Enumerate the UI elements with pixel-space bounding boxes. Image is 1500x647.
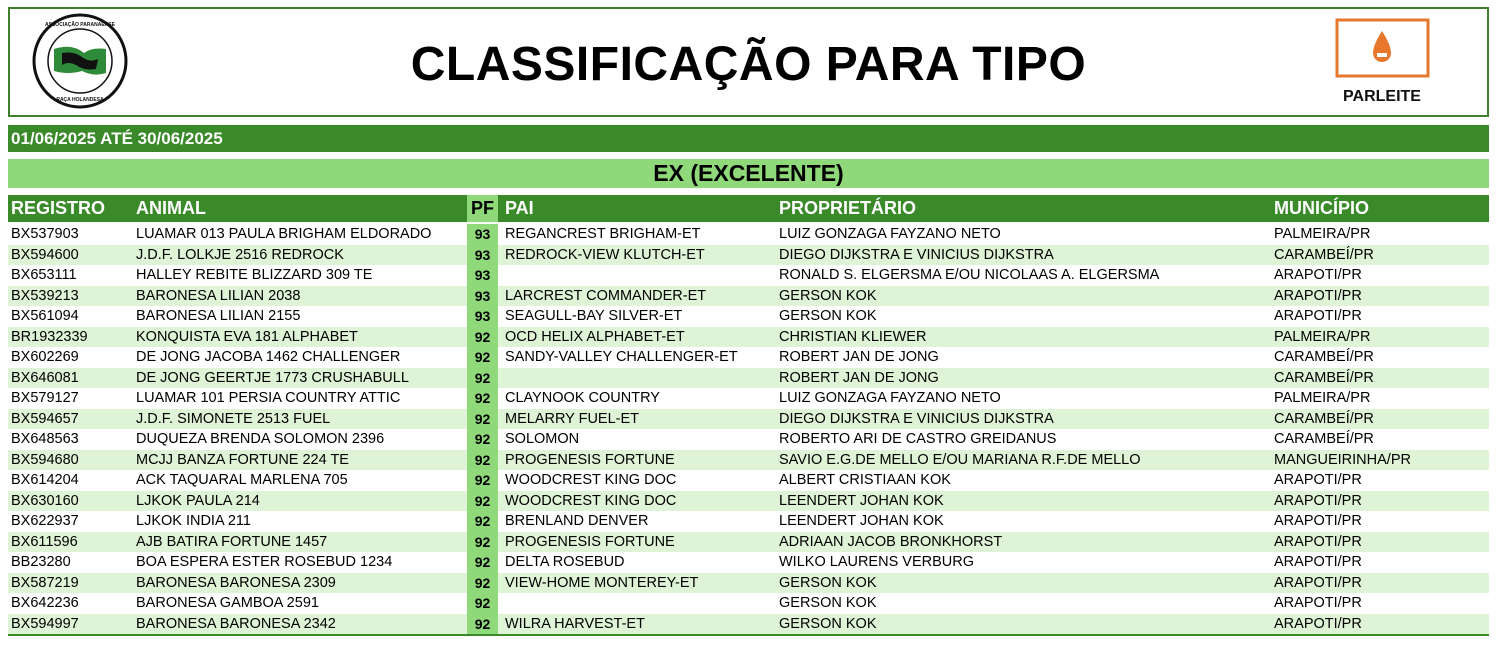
cell-pf: 92	[467, 327, 498, 348]
cell-animal: BARONESA LILIAN 2038	[136, 287, 301, 304]
cell-animal: J.D.F. SIMONETE 2513 FUEL	[136, 410, 331, 427]
cell-municipio: ARAPOTI/PR	[1274, 574, 1362, 591]
cell-registro: BX622937	[11, 513, 79, 529]
cell-animal: BARONESA BARONESA 2309	[136, 574, 336, 591]
report-header	[8, 7, 1489, 117]
cell-pai: PROGENESIS FORTUNE	[505, 533, 675, 550]
cell-proprietario: GERSON KOK	[779, 287, 877, 304]
cell-animal: HALLEY REBITE BLIZZARD 309 TE	[136, 267, 373, 283]
cell-municipio: ARAPOTI/PR	[1274, 472, 1362, 488]
cell-proprietario: LEENDERT JOHAN KOK	[779, 513, 944, 529]
cell-animal: DE JONG GEERTJE 1773 CRUSHABULL	[136, 369, 409, 386]
cell-pf: 92	[467, 368, 498, 389]
cell-proprietario: GERSON KOK	[779, 615, 877, 632]
cell-pai: WOODCREST KING DOC	[505, 472, 677, 488]
svg-text:ASSOCIAÇÃO PARANAENSE: ASSOCIAÇÃO PARANAENSE	[45, 22, 115, 28]
cell-municipio: ARAPOTI/PR	[1274, 513, 1362, 529]
table-row	[8, 532, 1489, 553]
cell-registro: BX614204	[11, 472, 79, 488]
cell-pai: BRENLAND DENVER	[505, 513, 649, 529]
cell-pf: 92	[467, 450, 498, 471]
cell-pf: 93	[467, 265, 498, 286]
cell-animal: DE JONG JACOBA 1462 CHALLENGER	[136, 349, 401, 365]
cell-pf: 92	[467, 614, 498, 635]
table-row	[8, 573, 1489, 594]
cell-pai: WOODCREST KING DOC	[505, 492, 677, 509]
cell-animal: KONQUISTA EVA 181 ALPHABET	[136, 328, 358, 345]
cell-municipio: CARAMBEÍ/PR	[1274, 369, 1374, 386]
cell-municipio: CARAMBEÍ/PR	[1274, 246, 1374, 263]
cell-pai: PROGENESIS FORTUNE	[505, 451, 675, 468]
cell-pai: OCD HELIX ALPHABET-ET	[505, 328, 685, 345]
cell-registro: BX594680	[11, 451, 79, 468]
cell-animal: AJB BATIRA FORTUNE 1457	[136, 533, 328, 550]
cell-pai: CLAYNOOK COUNTRY	[505, 390, 660, 406]
table-row	[8, 470, 1489, 491]
cell-registro: BX653111	[11, 267, 77, 283]
cell-proprietario: LEENDERT JOHAN KOK	[779, 492, 944, 509]
cell-municipio: MANGUEIRINHA/PR	[1274, 451, 1411, 468]
cell-pf: 93	[467, 224, 498, 245]
cell-animal: J.D.F. LOLKJE 2516 REDROCK	[136, 246, 344, 263]
cell-municipio: ARAPOTI/PR	[1274, 492, 1362, 509]
cell-proprietario: GERSON KOK	[779, 595, 877, 611]
cell-pf: 92	[467, 429, 498, 450]
cell-proprietario: GERSON KOK	[779, 308, 877, 324]
cell-proprietario: LUIZ GONZAGA FAYZANO NETO	[779, 390, 1001, 406]
cell-registro: BX594657	[11, 410, 79, 427]
cell-pai: DELTA ROSEBUD	[505, 554, 625, 570]
cell-proprietario: ALBERT CRISTIAAN KOK	[779, 472, 951, 488]
cell-proprietario: ROBERTO ARI DE CASTRO GREIDANUS	[779, 431, 1057, 447]
cell-proprietario: DIEGO DIJKSTRA E VINICIUS DIJKSTRA	[779, 246, 1054, 263]
table-bottom-border	[8, 634, 1489, 636]
page-title: CLASSIFICAÇÃO PARA TIPO	[410, 38, 1087, 91]
cell-animal: LUAMAR 013 PAULA BRIGHAM ELDORADO	[136, 226, 432, 242]
parleite-logo-text: PARLEITE	[1343, 88, 1421, 105]
cell-pf: 92	[467, 347, 498, 368]
cell-municipio: ARAPOTI/PR	[1274, 554, 1362, 570]
cell-registro: BX539213	[11, 287, 79, 304]
table-row	[8, 491, 1489, 512]
cell-registro: BX561094	[11, 308, 79, 324]
cell-registro: BX594997	[11, 615, 79, 632]
cell-registro: BB23280	[11, 554, 71, 570]
cell-pai: SOLOMON	[505, 431, 580, 447]
cell-animal: DUQUEZA BRENDA SOLOMON 2396	[136, 431, 385, 447]
table-body	[8, 224, 1489, 634]
cell-animal: BARONESA GAMBOA 2591	[136, 595, 319, 611]
column-header-registro: REGISTRO	[11, 198, 106, 218]
table-row	[8, 614, 1489, 635]
svg-text:RAÇA HOLANDESA: RAÇA HOLANDESA	[56, 97, 104, 103]
cell-pai: LARCREST COMMANDER-ET	[505, 287, 707, 304]
table-row	[8, 347, 1489, 368]
cell-proprietario: ADRIAAN JACOB BRONKHORST	[779, 533, 1003, 550]
cell-pf: 92	[467, 511, 498, 532]
cell-proprietario: WILKO LAURENS VERBURG	[779, 554, 974, 570]
cell-municipio: PALMEIRA/PR	[1274, 226, 1371, 242]
cell-pf: 92	[467, 409, 498, 430]
cell-pf: 92	[467, 388, 498, 409]
cell-registro: BX579127	[11, 390, 79, 406]
cell-pai: VIEW-HOME MONTEREY-ET	[505, 574, 699, 591]
cell-proprietario: SAVIO E.G.DE MELLO E/OU MARIANA R.F.DE MELLO	[779, 451, 1141, 468]
cell-pf: 93	[467, 245, 498, 266]
cell-animal: LJKOK INDIA 211	[136, 513, 251, 529]
table-row	[8, 429, 1489, 450]
table-row	[8, 224, 1489, 245]
cell-proprietario: LUIZ GONZAGA FAYZANO NETO	[779, 226, 1001, 242]
cell-pai: MELARRY FUEL-ET	[505, 410, 640, 427]
cell-registro: BX630160	[11, 492, 79, 509]
cell-municipio: PALMEIRA/PR	[1274, 328, 1371, 345]
cell-municipio: ARAPOTI/PR	[1274, 308, 1362, 324]
cell-registro: BX594600	[11, 246, 79, 263]
table-row	[8, 245, 1489, 266]
cell-registro: BX587219	[11, 574, 79, 591]
cell-animal: MCJJ BANZA FORTUNE 224 TE	[136, 451, 349, 468]
cell-proprietario: CHRISTIAN KLIEWER	[779, 328, 927, 345]
column-header-pf: PF	[467, 195, 498, 222]
cell-pai: REGANCREST BRIGHAM-ET	[505, 226, 701, 242]
column-header-proprietario: PROPRIETÁRIO	[779, 198, 917, 218]
column-header-municipio: MUNICÍPIO	[1274, 198, 1370, 218]
cell-pf: 92	[467, 552, 498, 573]
cell-registro: BX646081	[11, 369, 79, 386]
cell-municipio: ARAPOTI/PR	[1274, 287, 1362, 304]
table-row	[8, 368, 1489, 389]
cell-pai: SEAGULL-BAY SILVER-ET	[505, 308, 683, 324]
cell-pf: 93	[467, 306, 498, 327]
cell-pai: REDROCK-VIEW KLUTCH-ET	[505, 246, 705, 263]
cell-municipio: CARAMBEÍ/PR	[1274, 431, 1374, 447]
cell-pf: 92	[467, 532, 498, 553]
cell-proprietario: GERSON KOK	[779, 574, 877, 591]
cell-animal: LUAMAR 101 PERSIA COUNTRY ATTIC	[136, 390, 401, 406]
cell-registro: BX642236	[11, 595, 79, 611]
cell-registro: BR1932339	[11, 328, 88, 345]
table-row	[8, 552, 1489, 573]
cell-proprietario: DIEGO DIJKSTRA E VINICIUS DIJKSTRA	[779, 410, 1054, 427]
cell-pf: 92	[467, 593, 498, 614]
table-row	[8, 409, 1489, 430]
cell-municipio: ARAPOTI/PR	[1274, 615, 1362, 632]
table-row	[8, 265, 1489, 286]
table-row	[8, 511, 1489, 532]
table-row	[8, 286, 1489, 307]
table-row	[8, 306, 1489, 327]
period-bar: 01/06/2025 ATÉ 30/06/2025	[8, 125, 1489, 152]
cell-pf: 92	[467, 491, 498, 512]
cell-animal: BOA ESPERA ESTER ROSEBUD 1234	[136, 554, 393, 570]
table-row	[8, 388, 1489, 409]
cell-pf: 93	[467, 286, 498, 307]
column-header-pai: PAI	[505, 198, 534, 218]
column-header-animal: ANIMAL	[136, 198, 206, 218]
cell-pai: SANDY-VALLEY CHALLENGER-ET	[505, 349, 738, 365]
table-row	[8, 593, 1489, 614]
cell-pf: 92	[467, 573, 498, 594]
cell-municipio: ARAPOTI/PR	[1274, 267, 1362, 283]
table-row	[8, 327, 1489, 348]
cell-proprietario: ROBERT JAN DE JONG	[779, 349, 939, 365]
cell-municipio: ARAPOTI/PR	[1274, 595, 1362, 611]
cell-animal: ACK TAQUARAL MARLENA 705	[136, 472, 348, 488]
parleite-logo	[1325, 17, 1440, 109]
cell-proprietario: RONALD S. ELGERSMA E/OU NICOLAAS A. ELGERSMA	[779, 267, 1160, 283]
table-header	[8, 195, 1489, 222]
cell-proprietario: ROBERT JAN DE JONG	[779, 369, 939, 386]
cell-pf: 92	[467, 470, 498, 491]
cell-registro: BX602269	[11, 349, 79, 365]
cell-animal: BARONESA LILIAN 2155	[136, 308, 301, 324]
category-title: EX (EXCELENTE)	[8, 159, 1489, 188]
cell-municipio: PALMEIRA/PR	[1274, 390, 1371, 406]
cell-municipio: CARAMBEÍ/PR	[1274, 410, 1374, 427]
cell-municipio: CARAMBEÍ/PR	[1274, 349, 1374, 365]
table-row	[8, 450, 1489, 471]
cell-animal: BARONESA BARONESA 2342	[136, 615, 336, 632]
cell-registro: BX537903	[11, 226, 79, 242]
cell-registro: BX611596	[11, 533, 78, 550]
cell-registro: BX648563	[11, 431, 79, 447]
cell-animal: LJKOK PAULA 214	[136, 492, 260, 509]
cell-pai: WILRA HARVEST-ET	[505, 615, 645, 632]
cell-municipio: ARAPOTI/PR	[1274, 533, 1362, 550]
